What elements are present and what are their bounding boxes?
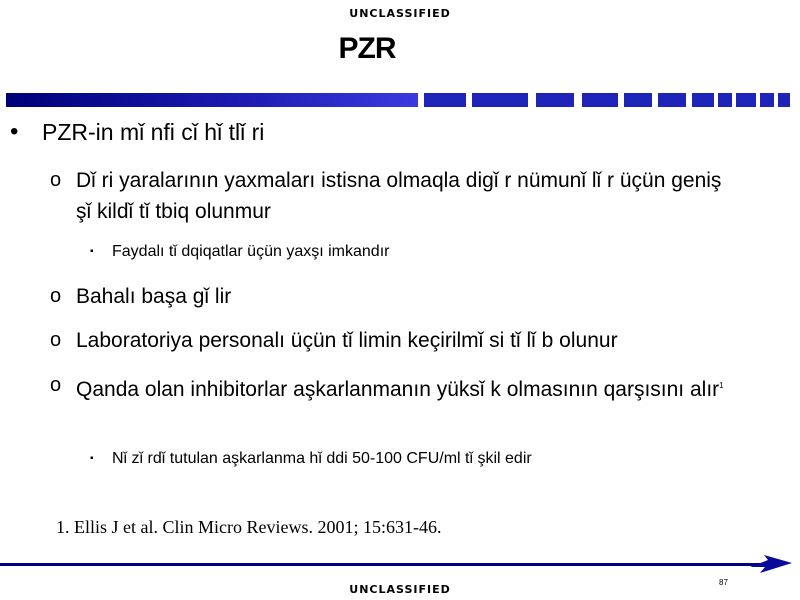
header-block	[692, 93, 714, 107]
bullet-marker: o	[50, 329, 62, 351]
bullet-marker: o	[50, 285, 62, 307]
header-block	[778, 93, 790, 107]
bullet-marker: •	[10, 118, 19, 145]
bullet-sub-2-text: Bahalı başa gǐ lir	[76, 285, 232, 308]
header-block	[658, 93, 686, 107]
header-bar	[6, 93, 796, 107]
footer-line	[0, 563, 765, 566]
classification-bottom: UNCLASSIFIED	[349, 583, 451, 596]
bullet-marker: o	[50, 374, 62, 396]
bullet-sub-4-text: Qanda olan inhibitorlar aşkarlanmanın yüksǐ k olmasının qarşısını alır	[76, 378, 720, 401]
bullet-sub-3-text: Laboratoriya personalı üçün tǐ limin keçirilmǐ si tǐ lǐ b olunur	[76, 329, 618, 352]
header-block	[472, 93, 528, 107]
header-gradient-bar	[6, 93, 418, 107]
bullet-marker: o	[50, 169, 62, 191]
classification-top: UNCLASSIFIED	[349, 7, 451, 20]
header-block	[760, 93, 774, 107]
bullet-marker: ▪	[90, 246, 94, 257]
header-block	[624, 93, 652, 107]
header-block	[582, 93, 618, 107]
footnote: 1. Ellis J et al. Clin Micro Reviews. 2001; 15:631-46.	[56, 517, 442, 537]
bullet-detail-2-text: Nǐ zǐ rdǐ tutulan aşkarlanma hǐ ddi 50-100 CFU/ml tǐ şkil edir	[112, 450, 532, 467]
bullet-detail-1-text: Faydalı tǐ dqiqatlar üçün yaxşı imkandır	[112, 243, 390, 260]
header-block	[424, 93, 466, 107]
footer-arrow-icon	[750, 554, 792, 574]
footnote-reference: 1	[719, 381, 724, 390]
header-block	[736, 93, 756, 107]
bullet-marker: ▪	[90, 453, 94, 464]
page-number: 87	[719, 578, 728, 587]
header-block	[718, 93, 732, 107]
bullet-main-text: PZR-in mǐ nfi cǐ hǐ tlǐ ri	[42, 119, 265, 145]
header-block	[536, 93, 574, 107]
slide-title: PZR	[338, 32, 396, 65]
bullet-sub-4-body	[76, 370, 726, 405]
bullet-sub-1-text: Dǐ ri yaralarının yaxmaları istisna olmaqla digǐ r nümunǐ lǐ r üçün geniş şǐ kildǐ tǐ tbiq olunmur	[76, 169, 722, 223]
